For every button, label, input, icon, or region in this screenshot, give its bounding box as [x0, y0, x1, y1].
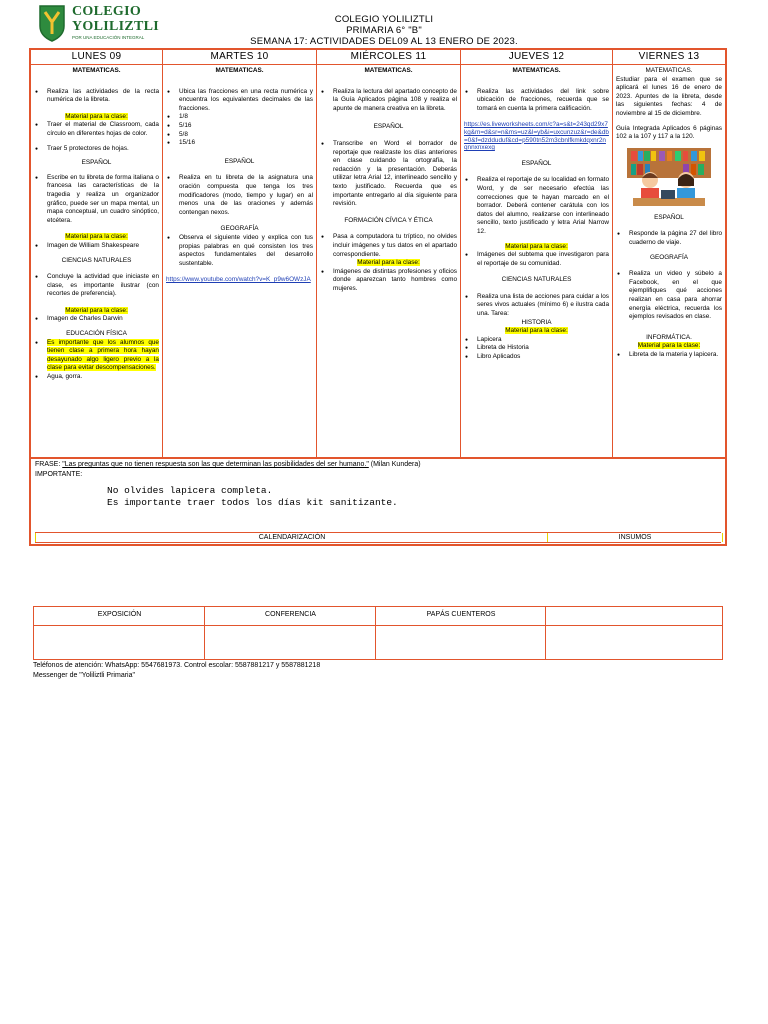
subject-title: MATEMATICAS.	[215, 67, 264, 74]
material-label: Material para la clase:	[505, 327, 568, 335]
activity-item: ● Escribe en tu libreta de forma italiana o francesa las características de la tragedia y realiza un organizador gráfico, puede ser un mapa mental, un mapa conceptual, un cuadro sinóptico, etcétera.	[34, 174, 159, 226]
activity-item: ● Agua, gorra.	[34, 373, 159, 382]
activity-item: ● Realiza las actividades del link sobre ubicación de fracciones, recuerda que se tomará en cuenta la primera calificación.	[464, 88, 609, 114]
material-label: Material para la clase:	[65, 306, 128, 314]
subject-title: MATEMATICAS.	[364, 67, 413, 74]
fraction-item: ● 15/16	[166, 139, 313, 148]
conferencia-header: CONFERENCIA	[265, 611, 316, 618]
activity-item: ● Realiza las actividades de la recta numérica de la libreta.	[34, 88, 159, 105]
material-label: Material para la clase:	[505, 242, 568, 250]
exposicion-header: EXPOSICIÓN	[97, 611, 142, 618]
subject-title: ESPAÑOL	[81, 159, 112, 167]
activity-item: ● Ubica las fracciones en una recta numérica y encuentra los equivalentes decimales de las fracciones.	[166, 88, 313, 114]
material-label: Material para la clase:	[65, 112, 128, 120]
subject-title: INFORMÁTICA.	[646, 333, 692, 341]
activity-item: ● Realiza la lectura del apartado concepto de la Guía Aplicados página 108 y realiza el apunte de manera creativa en la libreta.	[320, 88, 457, 114]
tuesday-header: MARTES 10	[163, 50, 316, 65]
friday-header: VIERNES 13	[613, 50, 725, 65]
subject-title: GEOGRAFÍA	[650, 253, 688, 261]
activity-item: ● Transcribe en Word el borrador de reportaje que realizaste los días anteriores en clase cuidando la ortografía, la redacción y la presentación. Deberás utilizar letra Arial 12, interlineado sencillo y texto justificado. Recuerda que es importante entregarlo al día siguiente para revisión.	[320, 140, 457, 209]
fraction-item: ● 5/16	[166, 122, 313, 131]
list-item: ● Lapicera	[464, 336, 609, 345]
contact-messenger: Messenger de "Yoliliztli Primaria"	[33, 672, 135, 679]
activity-item: ● Imagen de Charles Darwin	[34, 315, 159, 324]
activity-item: ● Traer 5 protectores de hojas.	[34, 145, 159, 154]
subject-title: MATEMATICAS.	[72, 67, 121, 74]
quote: FRASE: "Las preguntas que no tienen respuesta son las que determinan las posibilidades del ser humano." (Milan Kundera)	[35, 461, 421, 468]
logo-tagline: POR UNA EDUCACIÓN INTEGRAL	[72, 35, 145, 40]
activity-item: ● Responde la página 27 del libro cuaderno de viaje.	[616, 230, 722, 247]
week-title: SEMANA 17: ACTIVIDADES DEL09 AL 13 ENERO DE 2023.	[250, 36, 518, 47]
logo-title: COLEGIO YOLILIZTLI	[72, 4, 160, 34]
importante-label: IMPORTANTE:	[35, 471, 83, 478]
friday-column	[613, 50, 725, 457]
youtube-link[interactable]: https://www.youtube.com/watch?v=K_p9w6OWzJA	[166, 276, 311, 284]
subject-title: ESPAÑOL	[654, 213, 684, 221]
events-table	[33, 606, 723, 660]
subject-title: ESPAÑOL	[521, 159, 552, 167]
footer-section	[29, 459, 727, 546]
wednesday-header: MIÉRCOLES 11	[317, 50, 460, 65]
papas-cuenteros-header: PAPÁS CUENTEROS	[426, 611, 496, 618]
insumos-label: INSUMOS	[547, 533, 723, 542]
material-label: Material para la clase:	[65, 233, 128, 241]
activity-item: ● Es importante que los alumnos que tienen clase a primera hora hayan desayunado algo ligero previo a la clase para evitar descompensaciones.	[34, 339, 159, 373]
activity-text: Estudiar para el examen que se aplicará el lunes 16 de enero de 2023. Apuntes de la libreta, desde las siguientes fechas: 4 de noviembre al 15 de diciembre.	[616, 75, 722, 117]
subject-title: HISTORIA	[521, 318, 552, 326]
subject-title: ESPAÑOL	[224, 157, 255, 165]
activity-item: ● Realiza un video y súbelo a Facebook, en el que ejemplifiques qué acciones realizan en casa para ahorrar energía eléctrica, recuerda los ejemplos revisados en clase.	[616, 270, 722, 322]
calendar-bar	[35, 532, 721, 543]
monday-column	[31, 50, 163, 457]
tuesday-column	[163, 50, 317, 457]
subject-title: MATEMATICAS.	[512, 67, 561, 74]
subject-title: CIENCIAS NATURALES	[501, 276, 572, 284]
activity-item: ● Realiza en tu libreta de la asignatura una oración compuesta que tenga los tres modificadores (modo, tiempo y lugar) en al menos una de las oraciones y además contengan nexos.	[166, 174, 313, 217]
activity-item: ● Realiza una lista de acciones para cuidar a los seres vivos actuales (mínimo 6) e ilustra cada una. Tarea:	[464, 293, 609, 319]
activity-item: ● Pasa a computadora tu tríptico, no olvides incluir imágenes y tus datos en el apartado correspondiente.	[320, 233, 457, 259]
subject-title: MATEMATICAS.	[645, 67, 693, 74]
activity-item: ● Imágenes de distintas profesiones y oficios donde aparezcan tanto hombres como mujeres.	[320, 268, 457, 294]
subject-title: CIENCIAS NATURALES	[61, 256, 132, 264]
contact-phones: Teléfonos de atención: WhatsApp: 5547681973. Control escolar: 5587881217 y 5587881218	[33, 662, 321, 669]
activity-item: ● Imágenes del subtema que investigaron para el reportaje de su comunidad.	[464, 251, 609, 268]
activity-item: ● Concluye la actividad que iniciaste en clase, es importante ilustrar (con recortes de preferencia).	[34, 273, 159, 299]
school-name: COLEGIO YOLILIZTLI	[334, 14, 434, 25]
activity-item: ● Traer el material de Classroom, cada círculo en diferentes hojas de color.	[34, 121, 159, 138]
fraction-item: ● 1/8	[166, 113, 313, 122]
calendarizacion-label: CALENDARIZACIÓN	[35, 533, 548, 542]
activity-text: Guía Integrada Aplicados 6 páginas 102 a la 107 y 117 a la 120.	[616, 124, 722, 141]
subject-title: GEOGRAFÍA	[220, 225, 259, 233]
activity-item: ● Libreta de la materia y lapicera.	[616, 351, 722, 360]
wednesday-column	[317, 50, 461, 457]
thursday-column	[461, 50, 613, 457]
reminder-line: Es importante traer todos los días kit sanitizante.	[107, 497, 398, 508]
classroom-illustration	[623, 146, 715, 208]
subject-title: FORMACIÓN CÍVICA Y ÉTICA	[344, 216, 433, 224]
grade-label: PRIMARIA 6° "B"	[346, 25, 422, 36]
subject-title: EDUCACIÓN FÍSICA	[66, 330, 127, 338]
activity-item: ● Imagen de William Shakespeare	[34, 242, 159, 251]
liveworksheets-link[interactable]: https://es.liveworksheets.com/c?a=s&t=243qd29x7kg&m=d&sr=n&ms=uz&l=yb&i=uxcunzuz&r=de&db=0&f=dzdduduf&cd=p590tn52m3cbnlfkmkdqxnr2nqnnxnxexg	[464, 121, 609, 152]
weekly-schedule	[29, 48, 727, 459]
material-label: Material para la clase:	[357, 259, 420, 267]
list-item: ● Libreta de Historia	[464, 344, 609, 353]
material-label: Material para la clase:	[637, 342, 701, 350]
subject-title: ESPAÑOL	[373, 123, 404, 131]
activity-item: ● Realiza el reportaje de su localidad en formato Word, y de ser necesario efectúa las correcciones que te hayan marcado en el borrador. Deberá contener carátula con los datos del alumno, realizarse con interlineado sencillo, texto justificado y letra Arial Narrow 12.	[464, 176, 609, 236]
list-item: ● Libro Aplicados	[464, 353, 609, 362]
fraction-item: ● 5/8	[166, 131, 313, 140]
thursday-header: JUEVES 12	[461, 50, 612, 65]
monday-header: LUNES 09	[31, 50, 162, 65]
activity-item: ● Observa el siguiente video y explica con tus propias palabras en qué consisten los tres aspectos fundamentales del desarrollo sustentable.	[166, 234, 313, 268]
reminder-line: No olvides lapicera completa.	[107, 485, 273, 496]
